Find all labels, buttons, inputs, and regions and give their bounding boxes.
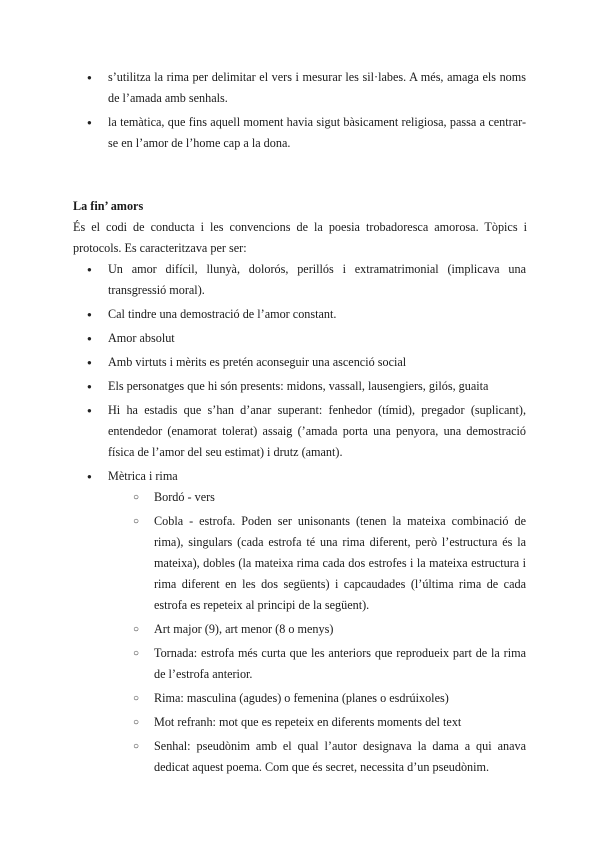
- list-item: ● Cal tindre una demostració de l’amor constant.: [84, 304, 526, 325]
- list-item: ● Un amor difícil, llunyà, dolorós, perillós i extramatrimonial (implicava una transgressió moral).: [84, 259, 526, 301]
- metrica-sublist: [108, 487, 526, 778]
- sub-list-item: ○ Tornada: estrofa més curta que les anteriors que reprodueix part de la rima de l’estrofa anterior.: [130, 643, 526, 685]
- top-bullet-list: [84, 67, 526, 157]
- section-heading: La fin’ amors: [73, 199, 144, 213]
- list-item: ● Els personatges que hi són presents: midons, vassall, lausengiers, gilós, guaita: [84, 376, 526, 397]
- list-item: ● s’utilitza la rima per delimitar el vers i mesurar les sil·labes. A més, amaga els noms de l’amada amb senhals.: [84, 67, 526, 109]
- list-item: ● la temàtica, que fins aquell moment havia sigut bàsicament religiosa, passa a centrar-se en l’amor de l’home cap a la dona.: [84, 112, 526, 154]
- sub-list-item: ○ Senhal: pseudònim amb el qual l’autor designava la dama a qui anava dedicat aquest poema. Com que és secret, necessita d’un pseudònim.: [130, 736, 526, 778]
- list-item: ● Amb virtuts i mèrits es pretén aconseguir una ascenció social: [84, 352, 526, 373]
- section-intro: És el codi de conducta i les convencions de la poesia trobadoresca amorosa. Tòpics i protocols. Es caracteritzava per ser:: [73, 220, 527, 255]
- characteristics-list: [84, 259, 526, 781]
- list-item-metrica: [84, 466, 526, 778]
- list-item: ● Amor absolut: [84, 328, 526, 349]
- list-item: ● Hi ha estadis que s’han d’anar superant: fenhedor (tímid), pregador (suplicant), entendedor (enamorat tolerat) assaig (’amada porta una penyora, una demostració física de l’amor del seu estimat) i drutz (amant).: [84, 400, 526, 463]
- sub-list-item: ○ Rima: masculina (agudes) o femenina (planes o esdrúixoles): [130, 688, 526, 709]
- list-item-label: Mètrica i rima: [108, 469, 178, 483]
- sub-list-item: ○ Mot refranh: mot que es repeteix en diferents moments del text: [130, 712, 526, 733]
- sub-list-item: ○ Art major (9), art menor (8 o menys): [130, 619, 526, 640]
- sub-list-item: ○ Bordó - vers: [130, 487, 526, 508]
- sub-list-item: ○ Cobla - estrofa. Poden ser unisonants (tenen la mateixa combinació de rima), singulars (cada estrofa té una rima diferent, però l’estructura és la mateixa), dobles (la mateixa rima cada dos estrofes i la mateixa estructura i rima diferent en les dos següents) i capcaudades (l’última rima de cada estrofa es repeteix al principi de la següent).: [130, 511, 526, 616]
